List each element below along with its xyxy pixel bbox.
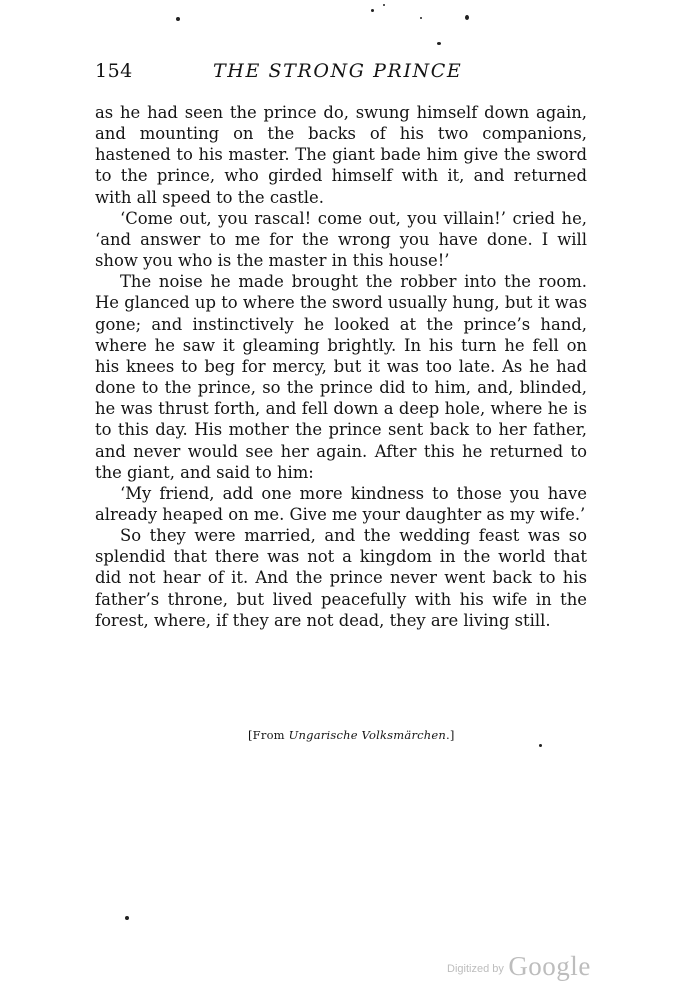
scan-speck [371, 9, 374, 12]
running-title: THE STRONG PRINCE [213, 60, 463, 82]
page-header [95, 60, 587, 90]
scan-speck [176, 17, 180, 21]
paragraph: ‘Come out, you rascal! come out, you villain!’ cried he, ‘and answer to me for the wrong you have done. I will show you who is the master in this house!’ [95, 208, 587, 271]
scan-speck [437, 42, 441, 45]
source-title: Ungarische Volksmärchen [288, 728, 446, 742]
google-logo-text: Google [508, 951, 591, 981]
paragraph: The noise he made brought the robber into the room. He glanced up to where the sword usually hung, but it was gone; and instinctively he looked at the prince’s hand, where he saw it gleaming brightly. In his turn he fell on his knees to beg for mercy, but it was too late. As he had done to the prince, so the prince did to him, and, blinded, he was thrust forth, and fell down a deep hole, where he is to this day. His mother the prince sent back to her father, and never would see her again. After this he returned to the giant, and said to him: [95, 272, 587, 482]
digitized-by-google-watermark [447, 951, 591, 982]
paragraph: So they were married, and the wedding feast was so splendid that there was not a kingdom in the world that did not hear of it. And the prince never went back to his father’s throne, but lived peacefully with his wife in the forest, where, if they are not dead, they are living still. [95, 526, 587, 630]
source-note-close: .] [446, 728, 455, 742]
scan-speck [539, 744, 542, 747]
scan-speck [420, 17, 422, 19]
page-number: 154 [95, 60, 133, 82]
watermark-prefix: Digitized by [447, 963, 504, 975]
scan-speck [383, 4, 385, 6]
source-note-open: [From [248, 728, 289, 742]
paragraph: ‘My friend, add one more kindness to those you have already heaped on me. Give me your daughter as my wife.’ [95, 483, 587, 524]
scan-speck [125, 916, 129, 920]
body-text [95, 102, 587, 631]
source-note [248, 728, 455, 742]
scan-speck [465, 15, 469, 20]
paragraph: as he had seen the prince do, swung himself down again, and mounting on the backs of his two companions, hastened to his master. The giant bade him give the sword to the prince, who girded himself with it, and returned with all speed to the castle. [95, 103, 587, 207]
